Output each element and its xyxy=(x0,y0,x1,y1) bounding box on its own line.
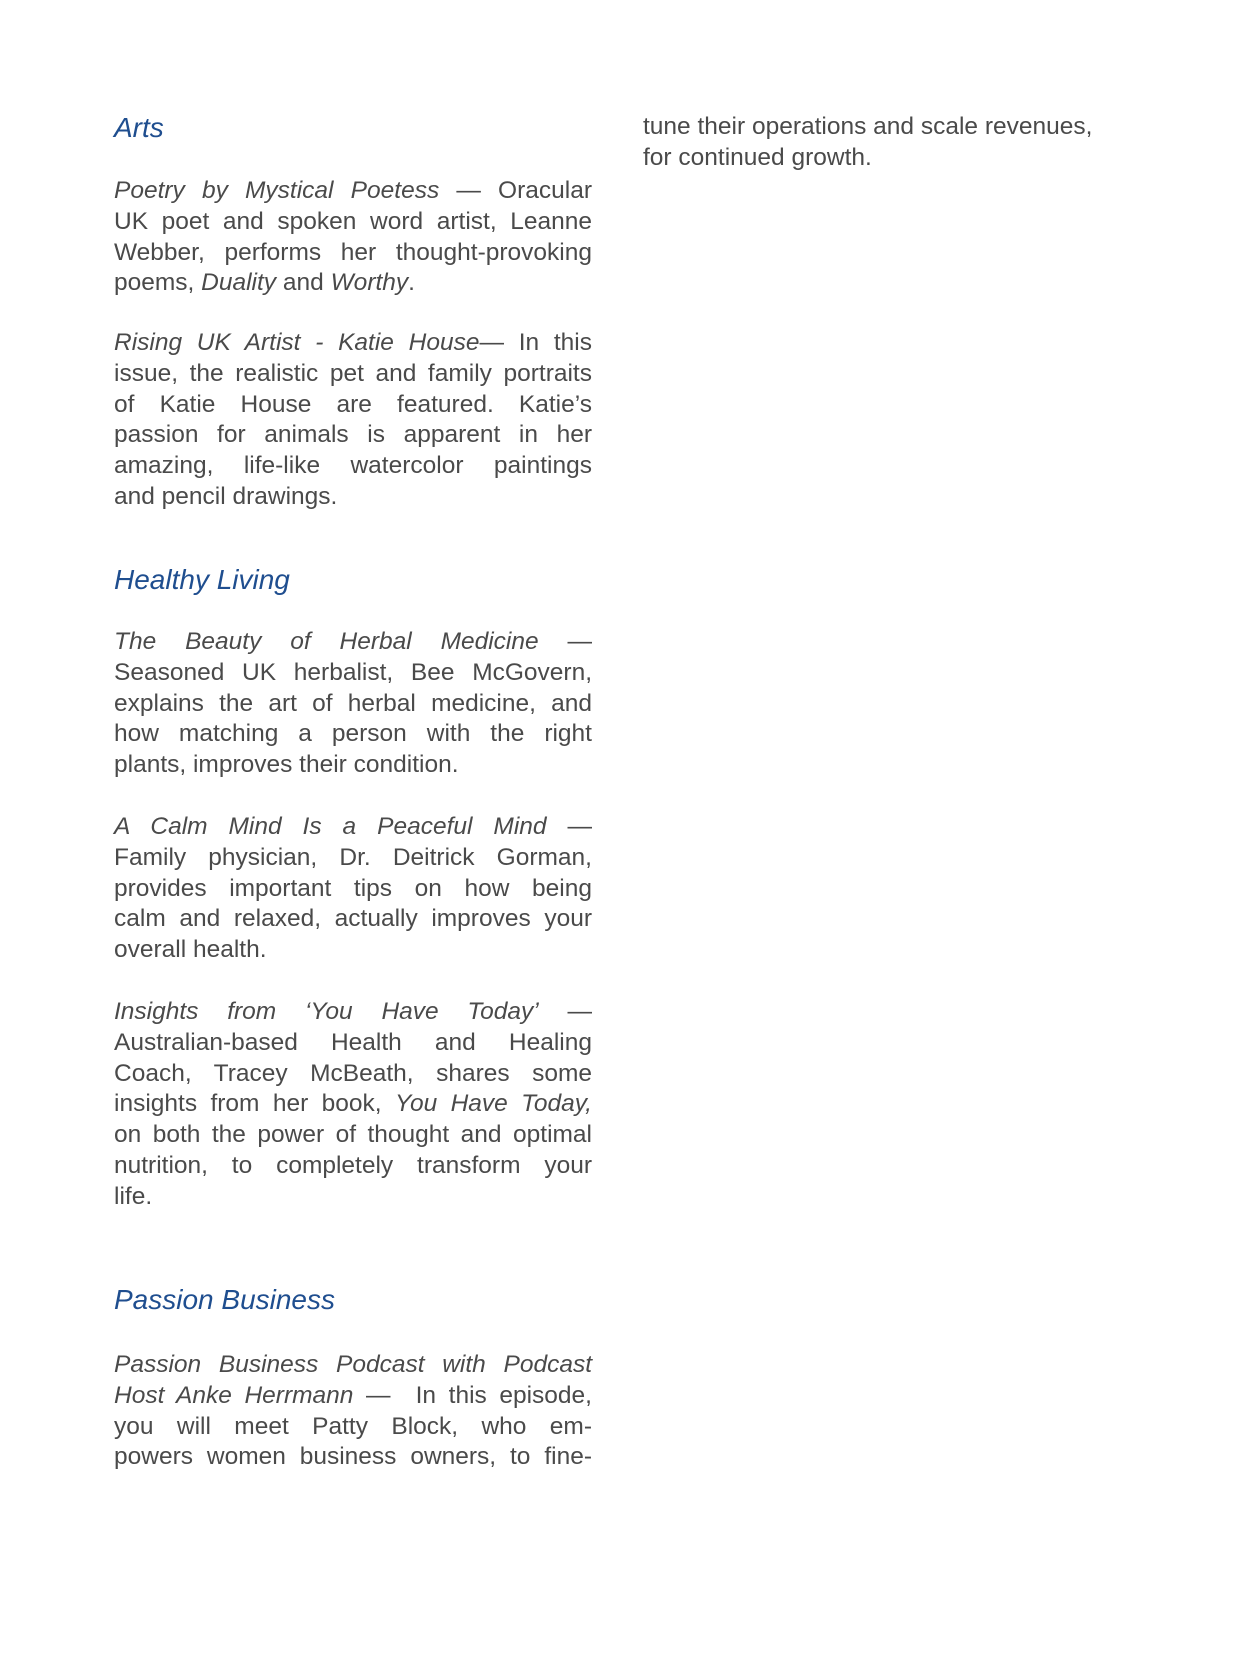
section-heading-healthy-living: Healthy Living xyxy=(114,564,290,595)
article-herbal-medicine: The Beauty of Herbal Medicine — Seasoned UK herbalist, Bee McGovern, explains the art of herbal medicine, and how matching a person with the right plants, improves their condition. xyxy=(114,628,592,779)
article-title: Poetry by Mystical Poetess xyxy=(114,177,440,204)
section-heading-passion-business: Passion Business xyxy=(114,1284,336,1315)
article-title: Insights from ‘You Have Today’ xyxy=(114,998,539,1025)
section-heading-arts: Arts xyxy=(114,112,164,143)
article-katie-house: Rising UK Artist - Katie House— In this issue, the realistic pet and family portraits of Katie House are featured. Katie’s passion for animals is apparent in her amazing, life-like watercolor paintings and pencil drawings. xyxy=(114,329,592,510)
article-title: A Calm Mind Is a Peaceful Mind xyxy=(114,813,547,840)
article-calm-mind: A Calm Mind Is a Peaceful Mind — Family physician, Dr. Deitrick Gorman, provides important tips on how being calm and relaxed, actually improves your overall health. xyxy=(114,813,592,964)
article-title: Rising UK Artist - Katie House xyxy=(114,329,480,356)
continued-paragraph: tune their operations and scale revenues, for continued growth. xyxy=(643,113,1093,171)
article-poetry: Poetry by Mystical Poetess — Oracular UK poet and spoken word artist, Leanne Webber, performs her thought-provoking poems, Duality and Worthy. xyxy=(114,177,592,297)
article-title: Passion Business Podcast with Podcast xyxy=(114,1351,592,1378)
article-title: The Beauty of Herbal Medicine xyxy=(114,628,539,655)
book-title: You Have Today, xyxy=(394,1090,592,1118)
article-you-have-today: Insights from ‘You Have Today’ — Australian-based Health and Healing Coach, Tracey McBeath, shares some insights from her book, You Have Today, on both the power of thought and optimal nutrition, to completely transform your life. xyxy=(114,998,592,1210)
article-passion-podcast: Passion Business Podcast with Podcast Host Anke Herrmann — In this episode, you will meet Patty Block, who em- powers women business owners, to fine- xyxy=(114,1351,592,1471)
